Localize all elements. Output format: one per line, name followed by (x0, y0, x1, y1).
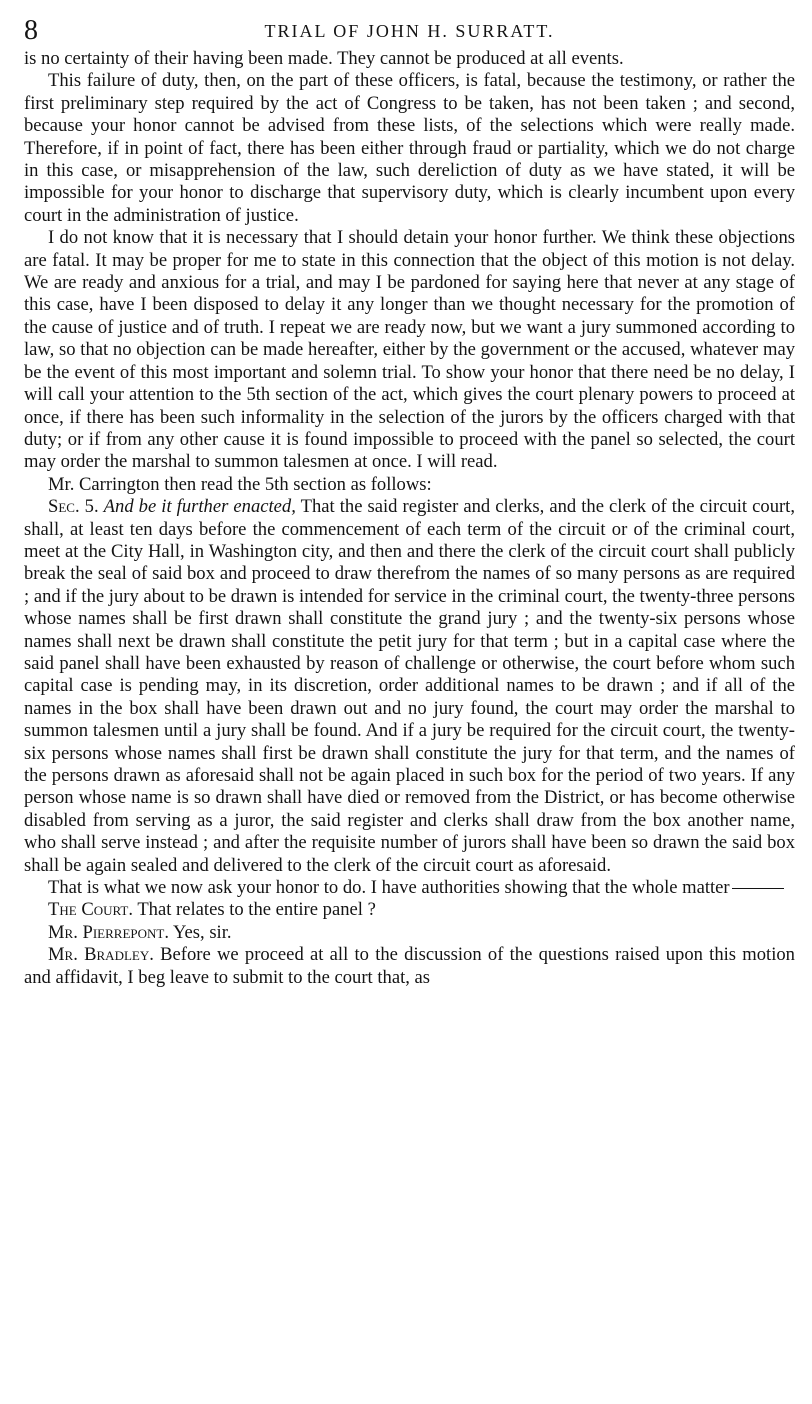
paragraph-authorities (24, 877, 795, 899)
running-head (24, 14, 795, 48)
speaker-pierrepont: Mr. Pierrepont. (48, 921, 169, 943)
section-text: That the said register and clerks, and the clerk of the circuit court, shall, at least ten days before the commencement of each term of the circuit or of the criminal court, meet at the City Hall, in Washington city, and then and there the clerk of the circuit court shall publicly break the seal of said box and proceed to draw therefrom the names of so many persons as are required ; and if the jury about to be drawn is intended for service in the criminal court, the twenty-three persons whose names shall be first drawn shall constitute the grand jury ; and the twenty-six persons whose names shall next be drawn shall constitute the petit jury for that term ; but in a capital case where the said panel shall have been exhausted by reason of challenge or otherwise, the court before whom such capital case is pending may, in its discretion, order additional names to be drawn ; and if all of the names in the box shall have been drawn out and no jury found, the court may order the marshal to summon talesmen until a jury shall be found. And if a jury be required for the circuit court, the twenty-six persons whose names shall first be drawn shall constitute the jury for that term, and the names of the persons drawn as aforesaid shall not be again placed in such box for the period of two years. If any person whose name is so drawn shall have died or removed from the District, or has become otherwise disabled from serving as a juror, the said register and clerks shall draw from the box another name, who shall serve instead ; and after the requisite number of jurors shall have been so drawn the said box shall be again sealed and delivered to the clerk of the circuit court as aforesaid. (24, 496, 795, 876)
speaker-court: The Court. (48, 899, 133, 921)
book-page (24, 14, 795, 989)
paragraph-carrington-reads: Mr. Carrington then read the 5th section as follows: (48, 473, 432, 495)
paragraph-authorities-text: That is what we now ask your honor to do. I have authorities showing that the whole matter (48, 877, 730, 899)
pierrepont-reply-text: Yes, sir. (172, 921, 232, 943)
paragraph-court-question (24, 899, 795, 921)
paragraph-bradley (24, 944, 795, 989)
page-body (24, 48, 795, 989)
paragraph-pierrepont-reply (24, 922, 795, 944)
paragraph-section-5 (24, 496, 795, 877)
paragraph-failure-of-duty: This failure of duty, then, on the part of these officers, is fatal, because the testimony, or rather the first preliminary step required by the act of Congress to be taken, has not been taken ; and second, because your honor cannot be advised from these lists, of the selections which were really made. Therefore, if in point of fact, there has been either through fraud or partiality, which we do not charge in this case, or misapprehension of the law, such dereliction of duty as we have stated, it will be impossible for your honor to discharge that supervisory duty, which is clearly incumbent upon every court in the administration of justice. (24, 70, 795, 226)
bradley-text: Before we proceed at all to the discussion of the questions raised upon this motion and affidavit, I beg leave to submit to the court that, as (24, 944, 795, 988)
interruption-dash (732, 888, 784, 889)
court-question-text: That relates to the entire panel ? (137, 899, 376, 921)
enacting-clause: And be it further enacted, (103, 496, 296, 518)
page-number: 8 (24, 15, 38, 46)
speaker-bradley: Mr. Bradley. (48, 944, 154, 966)
running-title: TRIAL OF JOHN H. SURRATT. (264, 21, 555, 41)
paragraph-continued: is no certainty of their having been made. They cannot be produced at all events. (24, 48, 624, 69)
paragraph-objections: I do not know that it is necessary that I should detain your honor further. We think these objections are fatal. It may be proper for me to state in this connection that the object of this motion is not delay. We are ready and anxious for a trial, and may I be pardoned for saying here that never at any stage of this case, have I been disposed to delay it any longer than we thought necessary for the promotion of the cause of justice and of truth. I repeat we are ready now, but we want a jury summoned according to law, so that no objection can be made hereafter, either by the government or the accused, whatever may be the event of this most important and solemn trial. To show your honor that there need be no delay, I will call your attention to the 5th section of the act, which gives the court plenary powers to proceed at once, if there has been such informality in the selection of the jurors by the officers charged with that duty; or if from any other cause it is found impossible to proceed with the panel so selected, the court may order the marshal to summon talesmen at once. I will read. (24, 227, 795, 473)
section-label: Sec. 5. (48, 496, 99, 518)
